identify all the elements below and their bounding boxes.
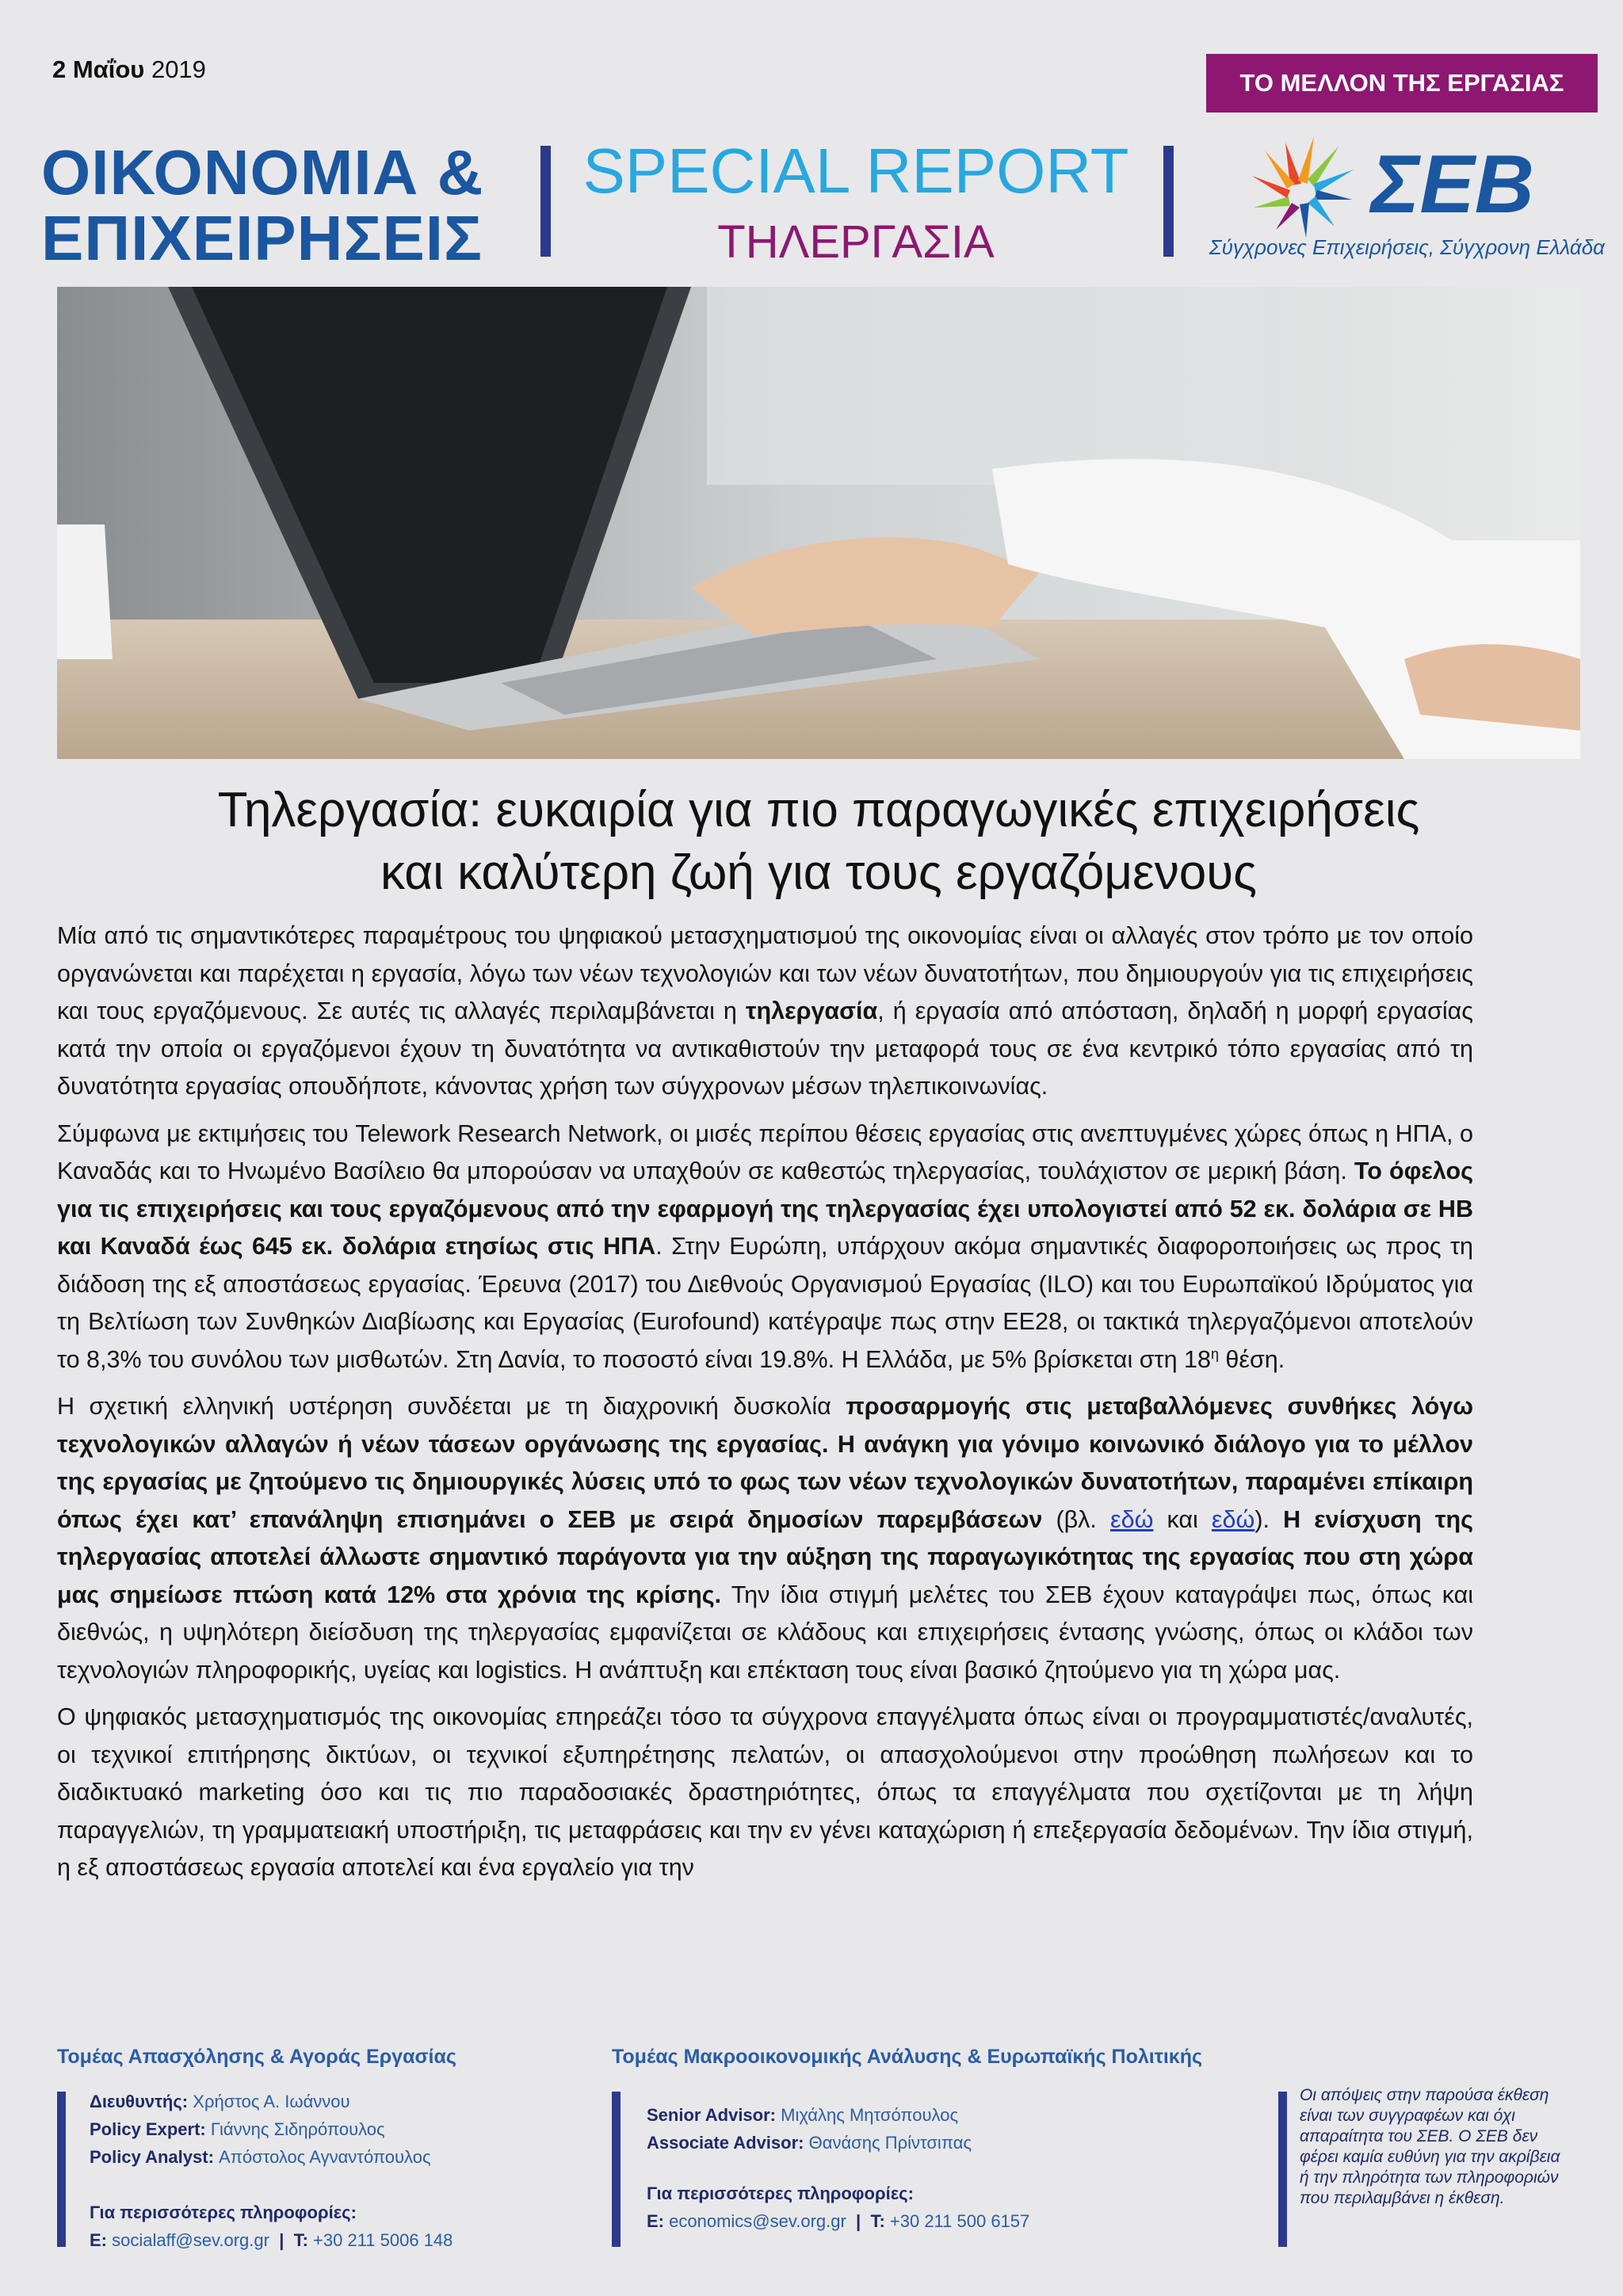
info-label: [90, 2199, 453, 2226]
email-link[interactable]: economics@sev.org.gr: [669, 2211, 846, 2231]
text-run: και: [1153, 1505, 1212, 1533]
staff-row: [90, 2143, 431, 2171]
paragraph-1: [57, 917, 1473, 1106]
bold-statement: Η ενίσχυση της τηλεργασίας αποτελεί άλλωστε σημαντικό παράγοντα για την αύξηση της παραγωγικότητας της εργασίας που στη χώρα μας σημείωσε πτώση κατά 12% στα χρόνια της κρίσης.: [57, 1505, 1474, 1608]
separator: |: [279, 2230, 285, 2250]
reference-link-1[interactable]: εδώ: [1110, 1505, 1154, 1533]
text-run: θέση.: [1218, 1345, 1285, 1373]
text-run: . Στην Ευρώπη, υπάρχουν ακόμα σημαντικές διαφοροποιήσεις ως προς τη διάδοση της εξ αποστάσεως εργασίας. Έρευνα (2017) του Διεθνούς Οργανισμού Εργασίας (ILO) και του Ευρωπαϊκού Ιδρύματος για τη Βελτίωση των Συνθηκών Διαβίωσης και Εργασίας (Eurofound) κατέγραψε πως στην ΕΕ28, οι τακτικά τηλεργαζόμενοι αποτελούν το 8,3% του συνόλου των μισθωτών. Στη Δανία, το ποσοστό είναι 19.8%. Η Ελλάδα, με 5% βρίσκεται στη 18: [57, 1233, 1474, 1373]
footer-dept-macro-contact: [647, 2180, 1029, 2235]
paragraph-2: [57, 1116, 1473, 1379]
logo-star-icon: [1252, 136, 1354, 238]
staff-role: Senior Advisor:: [647, 2105, 776, 2125]
headline-line2: και καλύτερη ζωή για τους εργαζόμενους: [380, 845, 1257, 900]
phone-label: T:: [293, 2230, 308, 2250]
separator: |: [856, 2211, 861, 2231]
series-badge: ΤΟ ΜΕΛΛΟΝ ΤΗΣ ΕΡΓΑΣΙΑΣ: [1206, 54, 1598, 113]
staff-name: Χρήστος Α. Ιωάννου: [193, 2092, 350, 2111]
staff-row: [647, 2129, 972, 2157]
footer-dept-employment-title: Τομέας Απασχόλησης & Αγοράς Εργασίας: [57, 2046, 456, 2068]
contact-row: [90, 2226, 453, 2254]
email-link[interactable]: socialaff@sev.org.gr: [112, 2230, 269, 2250]
phone-number: +30 211 500 6157: [889, 2211, 1030, 2231]
article-body: [57, 917, 1473, 1897]
date-day: 2 Μαΐου: [52, 55, 145, 83]
bold-statement: προσαρμογής στις μεταβαλλόμενες συνθήκες λόγω τεχνολογικών αλλαγών ή νέων τάσεων οργάνωσης της εργασίας. Η ανάγκη για γόνιμο κοινωνικό διάλογο για το μέλλον της εργασίας με ζητούμενο τις δημιουργικές λύσεις υπό το φως των νέων τεχνολογικών δυνατοτήτων, παραμένει επίκαιρη όπως έχει κατ’ επανάληψη επισημάνει ο ΣΕΒ με σειρά δημοσίων παρεμβάσεων: [57, 1393, 1473, 1533]
staff-role: Associate Advisor:: [647, 2133, 804, 2153]
section-title-line1: ΟΙΚΟΝΟΜΙΑ &: [41, 137, 484, 208]
staff-name: Μιχάλης Μητσόπουλος: [781, 2105, 959, 2125]
footer-dept-employment-contact: [90, 2199, 453, 2254]
header-divider: [540, 146, 551, 257]
info-label-text: Για περισσότερες πληροφορίες:: [647, 2183, 914, 2203]
logo-tagline: Σύγχρονες Επιχειρήσεις, Σύγχρονη Ελλάδα: [1209, 235, 1606, 259]
staff-row: [90, 2115, 431, 2143]
footer-dept-macro-title: Τομέας Μακροοικονομικής Ανάλυσης & Ευρωπαϊκής Πολιτικής: [612, 2046, 1203, 2068]
article-headline: [57, 780, 1580, 904]
section-title-line2: ΕΠΙΧΕΙΡΗΣΕΙΣ: [41, 203, 483, 274]
text-run: Η σχετική ελληνική υστέρηση συνδέεται με τη διαχρονική δυσκολία: [57, 1393, 846, 1420]
ordinal-superscript: η: [1210, 1345, 1219, 1362]
info-label-text: Για περισσότερες πληροφορίες:: [90, 2203, 357, 2222]
staff-role: Policy Analyst:: [90, 2147, 214, 2167]
staff-role: Policy Expert:: [90, 2119, 206, 2139]
reference-link-2[interactable]: εδώ: [1211, 1505, 1255, 1533]
bold-statement: Το όφελος για τις επιχειρήσεις και τους εργαζόμενους από την εφαρμογή της τηλεργασίας έχει υπολογιστεί από 52 εκ. δολάρια σε ΗΒ και Καναδά έως 645 εκ. δολάρια ετησίως στις ΗΠΑ: [57, 1158, 1473, 1260]
staff-row: [90, 2088, 431, 2115]
footer-dept-macro-staff: [647, 2101, 972, 2157]
staff-name: Γιάννης Σιδηρόπουλος: [210, 2119, 385, 2139]
headline-line1: Τηλεργασία: ευκαιρία για πιο παραγωγικές επιχειρήσεις: [217, 783, 1420, 837]
hero-photo-laptop: [57, 287, 1580, 759]
footer-disclaimer: Οι απόψεις στην παρούσα έκθεση είναι των συγγραφέων και όχι απαραίτητα του ΣΕΒ. Ο ΣΕΒ δεν φέρει καμία ευθύνη για την ακρίβεια ή την πληρότητα των πληροφοριών που περιλαμβάνει η έκθεση.: [1300, 2086, 1560, 2207]
phone-label: T:: [870, 2211, 885, 2231]
contact-row: [647, 2207, 1029, 2235]
footer-divider: [57, 2092, 66, 2247]
section-title: [41, 137, 484, 274]
phone-number: +30 211 5006 148: [313, 2230, 453, 2250]
report-date: [52, 55, 206, 84]
text-run: Την ίδια στιγμή μελέτες του ΣΕΒ έχουν καταγράψει πως, όπως και διεθνώς, η υψηλότερη διείσδυση της τηλεργασίας εμφανίζεται σε κλάδους και επιχειρήσεις έντασης γνώσης, όπως οι κλάδοι των τεχνολογιών πληροφορικής, υγείας και logistics. Η ανάπτυξη και επέκταση τους είναι βασικό ζητούμενο για τη χώρα μας.: [57, 1581, 1473, 1684]
logo-wordmark: ΣΕΒ: [1371, 139, 1534, 231]
footer-dept-employment-staff: [90, 2088, 431, 2171]
footer-divider: [612, 2092, 621, 2247]
report-type-title: SPECIAL REPORT: [582, 135, 1129, 206]
text-run: (βλ.: [1042, 1505, 1110, 1533]
staff-row: [647, 2101, 972, 2129]
paragraph-3: [57, 1388, 1473, 1689]
staff-name: Απόστολος Αγναντόπουλος: [219, 2147, 431, 2167]
date-year: 2019: [151, 55, 206, 83]
staff-role: Διευθυντής:: [90, 2092, 189, 2111]
header-divider: [1163, 146, 1174, 257]
info-label: [647, 2180, 1029, 2207]
text-run: Μία από τις σημαντικότερες παραμέτρους του ψηφιακού μετασχηματισμού της οικονομίας είναι οι αλλαγές στον τρόπο με τον οποίο οργανώνεται και παρέχεται η εργασία, λόγω των νέων τεχνολογιών και των νέων δυνατοτήτων, που δημιουργούν για τις επιχειρήσεις και τους εργαζόμενους. Σε αυτές τις αλλαγές περιλαμβάνεται η: [57, 922, 1473, 1024]
bold-term: τηλεργασία: [745, 997, 878, 1024]
email-label: E:: [90, 2230, 107, 2250]
text-run: Σύμφωνα με εκτιμήσεις του Telework Research Network, οι μισές περίπου θέσεις εργασίας στις ανεπτυγμένες χώρες όπως η ΗΠΑ, ο Καναδάς και το Ηνωμένο Βασίλειο θα μπορούσαν να υπαχθούν σε καθεστώς τηλεργασίας, τουλάχιστον σε μερική βάση.: [57, 1119, 1473, 1184]
footer-divider: [1278, 2092, 1287, 2247]
email-label: E:: [647, 2211, 664, 2231]
text-run: ).: [1254, 1505, 1284, 1533]
text-run: , ή εργασία από απόσταση, δηλαδή η μορφή εργασίας κατά την οποία οι εργαζόμενοι έχουν τη δυνατότητα να αντικαθιστούν την μεταφορά τους σε ένα κεντρικό τόπο εργασίας από τη δυνατότητα εργασίας οπουδήποτε, κάνοντας χρήση των σύγχρονων μέσων τηλεπικοινωνίας.: [57, 997, 1473, 1100]
paragraph-4: Ο ψηφιακός μετασχηματισμός της οικονομίας επηρεάζει τόσο τα σύγχρονα επαγγέλματα όπως είναι οι προγραμματιστές/αναλυτές, οι τεχνικοί επιτήρησης δικτύων, οι τεχνικοί εξυπηρέτησης πελατών, οι απασχολούμενοι στην προώθηση πωλήσεων και το διαδικτυακό marketing όσο και τις πιο παραδοσιακές δραστηριότητες, όπως τα επαγγέλματα που σχετίζονται με τη λήψη παραγγελιών, τη γραμματειακή υποστήριξη, τις μεταφράσεις και την εν γένει καταχώριση ή επεξεργασία δεδομένων. Την ίδια στιγμή, η εξ αποστάσεως εργασία αποτελεί και ένα εργαλείο για την: [57, 1703, 1473, 1881]
report-topic: ΤΗΛΕΡΓΑΣΙΑ: [717, 216, 995, 268]
staff-name: Θανάσης Πρίντσιπας: [808, 2133, 972, 2153]
